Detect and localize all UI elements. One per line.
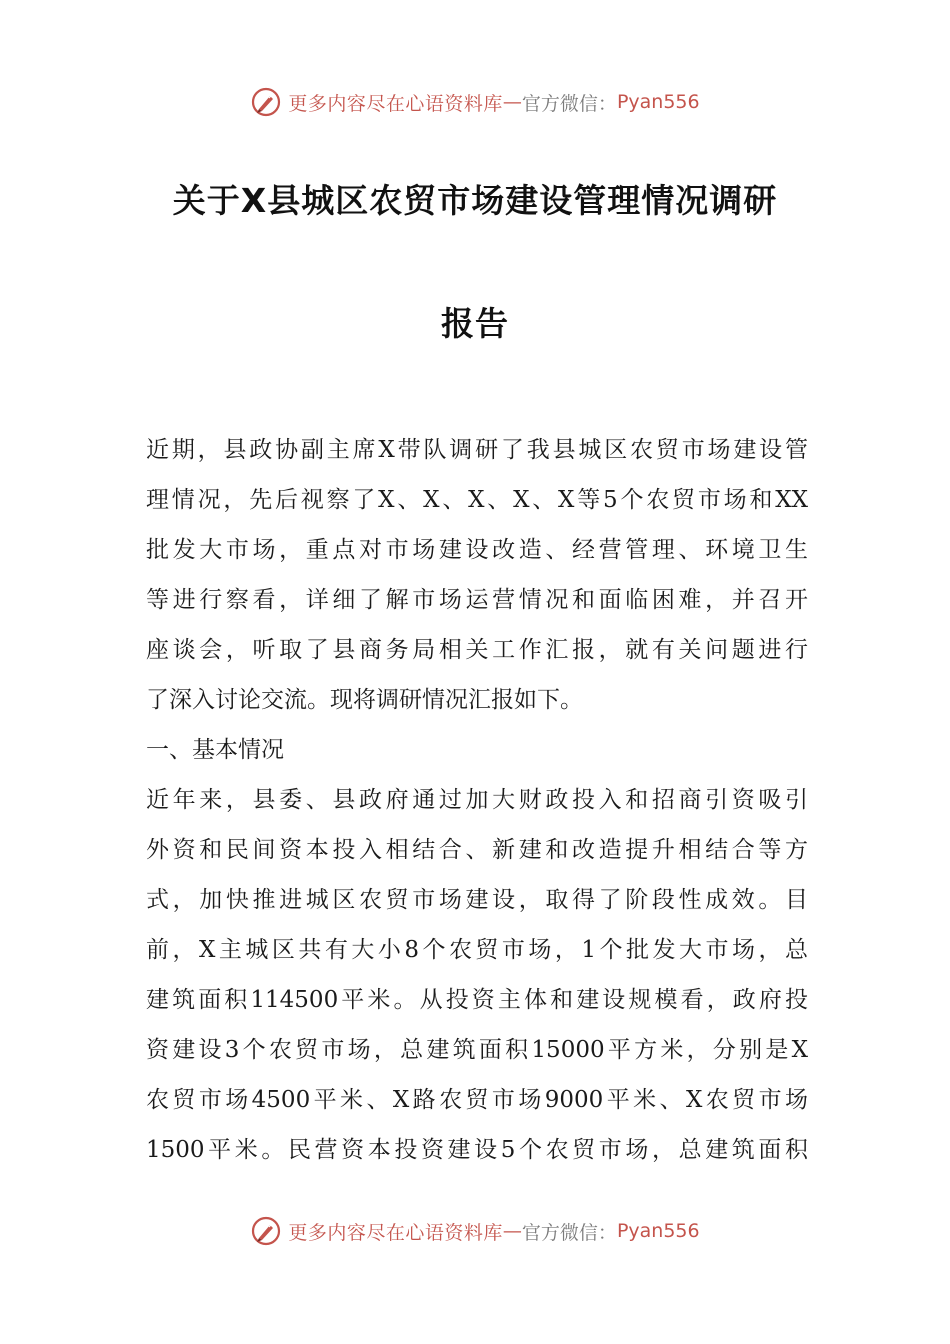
watermark-official: 官方微信： xyxy=(521,1221,617,1244)
body-line: 前，X主城区共有大小8个农贸市场，1个批发大市场，总 xyxy=(146,937,808,963)
watermark-dash: — xyxy=(502,91,522,113)
body-line: 了深入讨论交流。现将调研情况汇报如下。 xyxy=(146,687,583,713)
body-line: 式，加快推进城区农贸市场建设，取得了阶段性成效。目 xyxy=(146,887,808,913)
body-line: 等进行察看，详细了解市场运营情况和面临困难，并召开 xyxy=(146,587,808,613)
watermark-header xyxy=(0,82,950,122)
body-line: 近期，县政协副主席X带队调研了我县城区农贸市场建设管 xyxy=(146,437,808,463)
body-line: 外资和民间资本投入相结合、新建和改造提升相结合等方 xyxy=(146,837,808,863)
body-line: 农贸市场4500平米、X路农贸市场9000平米、X农贸市场 xyxy=(146,1087,808,1113)
watermark-dash: — xyxy=(502,1220,522,1242)
body-line: 近年来，县委、县政府通过加大财政投入和招商引资吸引 xyxy=(146,787,808,813)
pen-logo-icon xyxy=(250,1215,282,1247)
document-title-line-1: 关于X县城区农贸市场建设管理情况调研 xyxy=(172,181,778,220)
body-line: 批发大市场，重点对市场建设改造、经营管理、环境卫生 xyxy=(146,537,808,563)
body-line: 座谈会，听取了县商务局相关工作汇报，就有关问题进行 xyxy=(146,637,808,663)
body-line: 资建设3个农贸市场，总建筑面积15000平方米，分别是X xyxy=(146,1037,808,1063)
body-line: 一、基本情况 xyxy=(146,737,284,763)
watermark-id: Pyan556 xyxy=(616,91,700,113)
body-line: 1500平米。民营资本投资建设5个农贸市场，总建筑面积 xyxy=(146,1137,808,1163)
body-line: 理情况，先后视察了X、X、X、X、X等5个农贸市场和XX xyxy=(146,487,808,513)
watermark-footer xyxy=(0,1211,950,1251)
watermark-id: Pyan556 xyxy=(616,1220,700,1242)
document-title-line-2: 报告 xyxy=(441,304,509,343)
watermark-brand: 更多内容尽在心语资料库 xyxy=(288,1221,503,1244)
body-line: 建筑面积114500平米。从投资主体和建设规模看，政府投 xyxy=(146,987,808,1013)
pen-logo-icon xyxy=(250,86,282,118)
watermark-official: 官方微信： xyxy=(521,92,617,115)
watermark-brand: 更多内容尽在心语资料库 xyxy=(288,92,503,115)
document-body xyxy=(146,425,808,1175)
